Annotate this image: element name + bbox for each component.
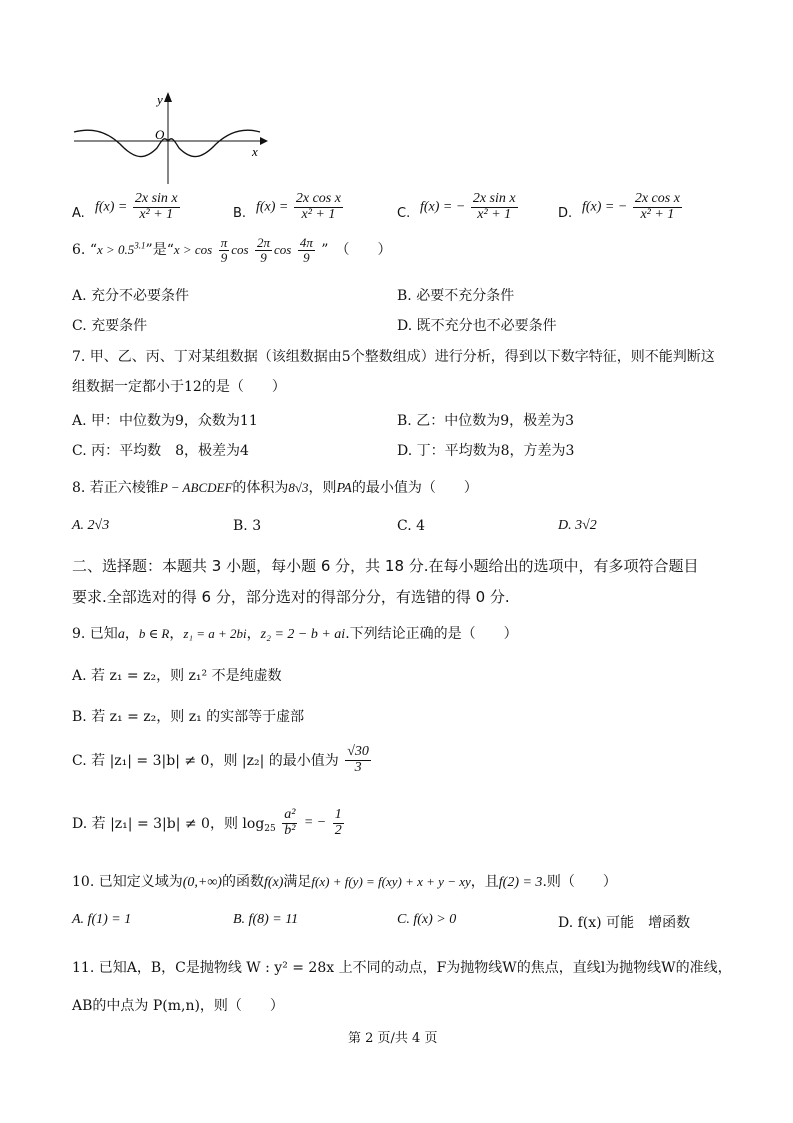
q8-option-d: D. 3√2	[558, 518, 597, 533]
q9-stem: 9. 已知a，b ∈ R，z₁ = a + 2bi，z₂ = 2 − b + ai.下列结论正确的是（ ）	[72, 626, 518, 642]
function-graph	[60, 88, 270, 188]
q5-option-d-label: D.	[558, 206, 573, 221]
q11-line1: 11. 已知A，B，C是抛物线 W : y² = 28x 上不同的动点，F为抛物线W的焦点，直线l为抛物线W的准线，	[72, 960, 732, 976]
q7-option-c: C. 丙：平均数 8，极差为4	[72, 443, 249, 459]
q10-stem: 10. 已知定义域为(0,+∞)的函数f(x)满足f(x) + f(y) = f(xy) + x + y − xy，且f(2) = 3.则（ ）	[72, 874, 617, 890]
page-footer: 第 2 页/共 4 页	[348, 1031, 438, 1046]
q9-option-a: A. 若 z₁ = z₂，则 z₁² 不是纯虚数	[72, 668, 282, 684]
q10-option-d: D. f(x) 可能 增函数	[558, 915, 691, 931]
q6-option-d: D. 既不充分也不必要条件	[397, 318, 557, 334]
q9-option-d: D. 若 |z₁| = 3|b| ≠ 0，则 $\log_{25}$ $\frac{\text{a²}}{\text{b²}}$ = − $\frac{1}{2}$	[72, 807, 342, 838]
q10-option-c: C. f(x) > 0	[397, 912, 457, 927]
q5-option-b-label: B.	[233, 206, 247, 221]
q5-option-b: f(x) = $\frac{\text{2x cos x}}{\text{x² + 1}}$	[256, 191, 341, 222]
q6-option-c: C. 充要条件	[72, 318, 148, 334]
q6-option-b: B. 必要不充分条件	[397, 288, 515, 304]
q8-option-b: B. 3	[233, 518, 262, 534]
q8-option-a: A. 2√3	[72, 518, 110, 533]
origin-label: O	[155, 127, 165, 142]
y-axis-label: y	[157, 92, 163, 107]
q5-option-a-label: A.	[72, 206, 85, 221]
q5-option-c: f(x) = − $\frac{\text{2x sin x}}{\text{x² + 1}}$	[420, 191, 516, 222]
q5-option-c-label: C.	[397, 206, 411, 221]
q6-stem: 6. “$x > 0.5^{3.1}$”是“x > cos $\frac{\pi}{9}$ cos $\frac{2\pi}{9}$ cos $\frac{4\pi}{9}$ ” （ ）	[72, 235, 392, 265]
q8-option-c: C. 4	[397, 518, 426, 534]
q7-option-a: A. 甲：中位数为9，众数为11	[72, 413, 258, 429]
q5-option-d: f(x) = − $\frac{\text{2x cos x}}{\text{x² + 1}}$	[582, 191, 680, 222]
q10-option-b: B. f(8) = 11	[233, 912, 299, 927]
q7-option-b: B. 乙：中位数为9，极差为3	[397, 413, 575, 429]
q7-option-d: D. 丁：平均数为8，方差为3	[397, 443, 575, 459]
section2-line2: 要求.全部选对的得 6 分，部分选对的得部分分，有选错的得 0 分.	[72, 588, 510, 606]
section2-line1: 二、选择题：本题共 3 小题，每小题 6 分，共 18 分.在每小题给出的选项中，有多项符合题目	[72, 557, 699, 575]
q6-option-a: A. 充分不必要条件	[72, 288, 190, 304]
x-axis-label: x	[252, 144, 258, 159]
q7-line2: 组数据一定都小于12的是（ ）	[72, 379, 286, 395]
q8-stem: 8. 若正六棱锥P − ABCDEF的体积为8√3，则PA的最小值为（ ）	[72, 480, 478, 496]
q9-option-c: C. 若 |z₁| = 3|b| ≠ 0，则 |z₂| 的最小值为 $\frac{√30}{3}$	[72, 744, 369, 775]
q10-option-a: A. f(1) = 1	[72, 912, 132, 927]
q7-line1: 7. 甲、乙、丙、丁对某组数据（该组数据由5个整数组成）进行分析，得到以下数字特征，则不能判断这	[72, 349, 715, 365]
q9-option-b: B. 若 z₁ = z₂，则 z₁ 的实部等于虚部	[72, 709, 305, 725]
q11-line2: AB的中点为 P(m,n)，则（ ）	[72, 998, 284, 1014]
q5-option-a: f(x) = $\frac{\text{2x sin x}}{\text{x² + 1}}$	[95, 191, 178, 222]
